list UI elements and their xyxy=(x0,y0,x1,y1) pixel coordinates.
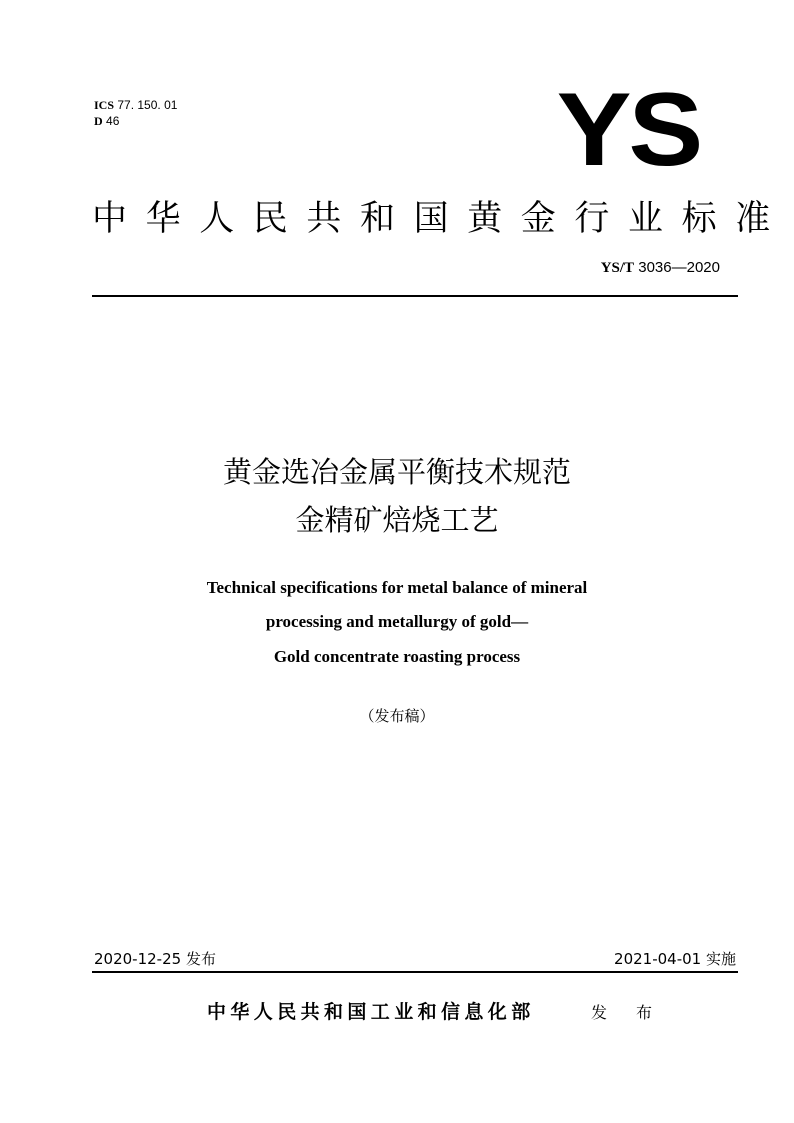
issue-label: 发布 xyxy=(591,1003,682,1022)
ys-logo: YS xyxy=(556,72,700,188)
en-title-line-3: Gold concentrate roasting process xyxy=(273,647,521,666)
issuing-authority: 中华人民共和国工业和信息化部 xyxy=(207,1001,535,1023)
standard-number-value: 3036—2020 xyxy=(638,259,720,276)
classification-codes xyxy=(94,97,177,129)
ccs-line xyxy=(94,113,177,129)
standard-number-prefix: YS/T xyxy=(600,260,635,276)
standard-category-title: 中华人民共和国黄金行业标准 xyxy=(92,199,789,239)
publish-date: 2020-12-25 发布 xyxy=(94,950,216,968)
zh-title-line-2: 金精矿焙烧工艺 xyxy=(295,503,499,537)
ics-line xyxy=(94,97,177,113)
draft-status: （发布稿） xyxy=(359,707,435,725)
ccs-label: D xyxy=(94,114,103,128)
ccs-code: 46 xyxy=(106,114,120,128)
footer-divider xyxy=(92,971,738,973)
ics-code: 77. 150. 01 xyxy=(117,98,178,112)
implement-date: 2021-04-01 实施 xyxy=(614,950,736,968)
standard-number xyxy=(601,258,720,278)
zh-title-line-1: 黄金选冶金属平衡技术规范 xyxy=(222,455,571,489)
ics-label: ICS xyxy=(94,98,115,112)
header-divider xyxy=(92,295,738,297)
en-title-line-1: Technical specifications for metal balance of mineral xyxy=(206,578,588,597)
en-title-line-2: processing and metallurgy of gold— xyxy=(265,612,529,631)
